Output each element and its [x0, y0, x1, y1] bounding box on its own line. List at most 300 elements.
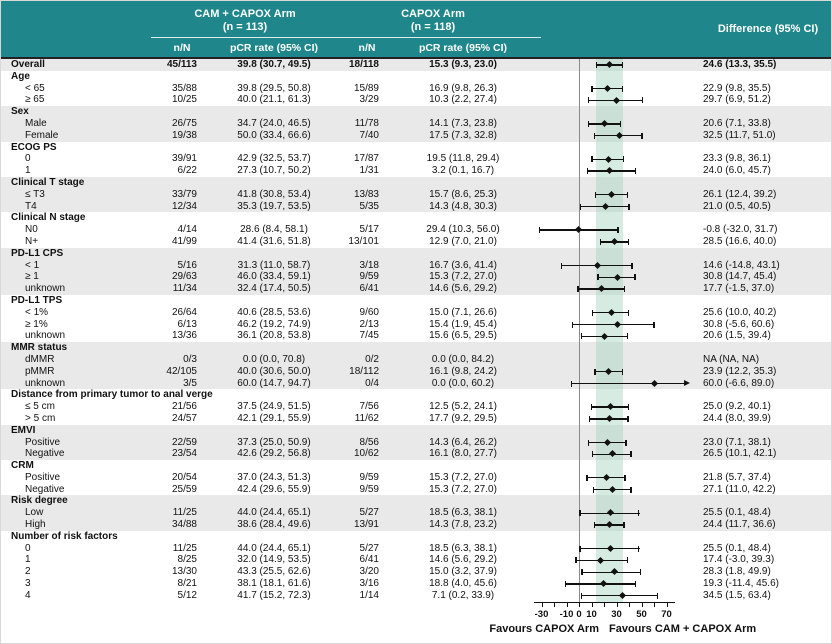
header-divider-line	[151, 37, 541, 38]
ci-marker	[529, 354, 689, 366]
arm2-nN: 5/27	[359, 542, 379, 554]
subgroup-label: < 1%	[25, 306, 49, 318]
arm2-nN: 17/87	[353, 153, 379, 165]
arm2-pcr-rate: 10.3 (2.2, 27.4)	[429, 94, 497, 106]
arm1-nN: 24/57	[171, 412, 197, 424]
subgroup-data-row	[1, 554, 832, 566]
empty-cell	[211, 212, 337, 224]
group-header-row	[1, 177, 832, 189]
arm2-nN: 6/41	[359, 554, 379, 566]
point-estimate-marker	[604, 85, 611, 92]
empty-cell	[153, 425, 211, 437]
arm1-pcr-rate: 40.0 (30.6, 50.0)	[237, 365, 311, 377]
point-estimate-marker	[601, 120, 608, 127]
arm1-pcr-rate: 42.4 (29.6, 55.9)	[237, 483, 311, 495]
forest-plot-cell	[529, 94, 689, 106]
arm1-pcr-rate: 44.0 (24.4, 65.1)	[237, 542, 311, 554]
subgroup-data-row	[1, 130, 832, 142]
empty-cell	[153, 389, 211, 401]
point-estimate-marker	[601, 332, 608, 339]
axis-tick-label: -30	[534, 608, 549, 620]
arm2-pcr-rate: 16.9 (9.8, 26.3)	[429, 82, 497, 94]
subgroup-label: ≥ 1%	[25, 318, 48, 330]
subgroup-label: Positive	[25, 436, 61, 448]
arm1-nN: 4/14	[177, 224, 197, 236]
arm1-nN: 11/25	[172, 507, 197, 519]
subgroup-label: ≥ 1	[25, 271, 39, 283]
empty-cell	[211, 389, 337, 401]
group-label: PD-L1 TPS	[11, 294, 63, 306]
subgroup-label: 4	[25, 589, 31, 601]
arm1-pcr-rate: 46.0 (33.4, 59.1)	[237, 271, 311, 283]
arm2-pcr-rate: 15.7 (8.6, 25.3)	[429, 188, 497, 200]
subgroup-data-row	[1, 519, 832, 531]
arm2-nN: 1/14	[359, 589, 379, 601]
subgroup-label: 0	[25, 153, 31, 165]
axis-tick	[567, 603, 568, 608]
axis-tick	[604, 603, 605, 608]
difference-value: 23.9 (12.2, 35.3)	[703, 365, 777, 377]
point-estimate-marker	[604, 439, 611, 446]
arm2-nN: 9/59	[359, 471, 379, 483]
arm1-pcr-rate: 43.3 (25.5, 62.6)	[237, 566, 311, 578]
forest-plot-cell	[529, 401, 689, 413]
group-header-row	[1, 531, 832, 543]
ci-marker	[529, 94, 689, 106]
group-label: Age	[11, 70, 30, 82]
subgroup-data-row	[1, 260, 832, 272]
arm2-pcr-rate: 14.6 (5.6, 29.2)	[429, 283, 497, 295]
arm2-nN: 3/16	[359, 578, 379, 590]
arm2-nN: 7/40	[359, 129, 379, 141]
empty-cell	[337, 389, 397, 401]
point-estimate-marker	[607, 509, 614, 516]
arm2-nN: 2/13	[359, 318, 379, 330]
forest-plot-cell	[529, 271, 689, 283]
difference-value: 23.0 (7.1, 38.1)	[703, 436, 771, 448]
forest-plot-cell	[529, 448, 689, 460]
arm1-pcr-rate: 38.6 (28.4, 49.6)	[237, 519, 311, 531]
subgroup-data-row	[1, 189, 832, 201]
arm2-nN: 5/17	[359, 224, 379, 236]
difference-value: 25.6 (10.0, 40.2)	[703, 306, 777, 318]
subgroup-label: Negative	[25, 483, 65, 495]
arm1-pcr-rate: 31.3 (11.0, 58.7)	[237, 259, 311, 271]
empty-cell	[153, 106, 211, 118]
subgroup-label: 1	[25, 165, 31, 177]
difference-value: 34.5 (1.5, 63.4)	[703, 589, 771, 601]
arm2-pcr-rate: 17.7 (9.2, 29.5)	[429, 412, 497, 424]
arm2-pcr-rate: 15.0 (3.2, 37.9)	[429, 566, 497, 578]
point-estimate-marker	[598, 285, 605, 292]
arm1-nN: 21/56	[171, 401, 197, 413]
subgroup-data-row	[1, 354, 832, 366]
empty-cell	[211, 71, 337, 83]
subgroup-data-row	[1, 118, 832, 130]
difference-value: 60.0 (-6.6, 89.0)	[703, 377, 775, 389]
difference-value: 30.8 (-5.6, 60.6)	[703, 318, 775, 330]
arm1-nN: 42/105	[166, 365, 197, 377]
arm2-pcr-rate: 3.2 (0.1, 16.7)	[431, 165, 495, 177]
arm2-nN: 15/89	[353, 82, 379, 94]
arm2-pcr-rate: 17.5 (7.3, 32.8)	[429, 129, 497, 141]
axis-tick	[579, 603, 580, 608]
ci-marker	[529, 189, 689, 201]
arm1-nN: 22/59	[171, 436, 197, 448]
arm1-nN: 5/16	[177, 259, 197, 271]
ci-marker	[529, 484, 689, 496]
subgroup-label: ≥ 65	[25, 94, 45, 106]
point-estimate-marker	[605, 167, 612, 174]
arm1-pcr-rate: 42.9 (32.5, 53.7)	[237, 153, 311, 165]
empty-cell	[397, 177, 529, 189]
arm1-nN: 19/38	[171, 129, 197, 141]
arm2-pcr-rate: 18.5 (6.3, 38.1)	[429, 507, 497, 519]
arm1-nN: 33/79	[171, 188, 197, 200]
point-estimate-marker	[614, 321, 621, 328]
point-estimate-marker	[600, 580, 607, 587]
empty-cell	[689, 295, 832, 307]
arm1-pcr-rate: 41.4 (31.6, 51.8)	[237, 235, 311, 247]
axis-tick-label: 70	[661, 608, 672, 620]
point-estimate-marker	[602, 203, 609, 210]
empty-cell	[211, 106, 337, 118]
ci-marker	[529, 578, 689, 590]
difference-value: NA (NA, NA)	[703, 353, 760, 365]
empty-cell	[689, 177, 832, 189]
subgroup-label: Male	[25, 117, 47, 129]
point-estimate-marker	[605, 368, 612, 375]
group-header-row	[1, 495, 832, 507]
arm2-pcr-rate: 16.1 (8.0, 27.7)	[429, 448, 497, 460]
arm1-nN: 6/13	[177, 318, 197, 330]
empty-cell	[397, 295, 529, 307]
subgroup-label: T4	[25, 200, 37, 212]
subgroup-data-row	[1, 307, 832, 319]
empty-cell	[397, 106, 529, 118]
group-header-row	[1, 212, 832, 224]
subgroup-label: pMMR	[25, 365, 55, 377]
empty-cell	[153, 212, 211, 224]
favours-right-label: Favours CAM + CAPOX Arm	[609, 623, 757, 635]
forest-plot-cell	[529, 472, 689, 484]
forest-plot-cell	[529, 366, 689, 378]
col-header-pcr-arm2: pCR rate (95% CI)	[418, 42, 508, 54]
forest-plot-cell	[529, 519, 689, 531]
forest-plot-cell	[529, 437, 689, 449]
difference-value: 21.8 (5.7, 37.4)	[703, 471, 771, 483]
subgroup-label: > 5 cm	[25, 412, 56, 424]
arm1-nN: 11/25	[172, 542, 197, 554]
group-header-row	[1, 460, 832, 472]
subgroup-data-row	[1, 224, 832, 236]
empty-cell	[397, 425, 529, 437]
difference-value: 25.5 (0.1, 48.4)	[703, 507, 771, 519]
empty-cell	[337, 425, 397, 437]
arm2-pcr-rate: 14.3 (7.8, 23.2)	[429, 519, 497, 531]
subgroup-data-row	[1, 578, 832, 590]
arm1-pcr-rate: 0.0 (0.0, 70.8)	[242, 353, 306, 365]
arm1-pcr-rate: 42.6 (29.2, 56.8)	[237, 448, 311, 460]
forest-plot-cell	[529, 319, 689, 331]
subgroup-label: 1	[25, 554, 31, 566]
ci-marker	[529, 130, 689, 142]
axis-tick-label: 50	[636, 608, 647, 620]
empty-cell	[397, 142, 529, 154]
forest-plot-cell	[529, 378, 689, 390]
subgroup-data-row	[1, 566, 832, 578]
difference-value: -0.8 (-32.0, 31.7)	[703, 224, 778, 236]
difference-value: 23.3 (9.8, 36.1)	[703, 153, 771, 165]
difference-value: 28.3 (1.8, 49.9)	[703, 566, 771, 578]
group-label: Risk degree	[11, 495, 68, 507]
ci-marker	[529, 83, 689, 95]
arm1-title: CAM + CAPOX Arm	[194, 8, 296, 20]
arm2-nN: 3/18	[359, 259, 379, 271]
subgroup-data-row	[1, 543, 832, 555]
arm1-nN: 13/30	[171, 566, 197, 578]
empty-cell	[211, 495, 337, 507]
arm2-header	[337, 8, 529, 34]
point-estimate-marker	[606, 61, 613, 68]
subgroup-data-row	[1, 413, 832, 425]
point-estimate-marker	[607, 545, 614, 552]
empty-cell	[153, 495, 211, 507]
arm1-pcr-rate: 40.0 (21.1, 61.3)	[237, 94, 311, 106]
subgroup-label: ≤ T3	[25, 188, 45, 200]
difference-value: 28.5 (16.6, 40.0)	[703, 235, 777, 247]
empty-cell	[689, 389, 832, 401]
arm2-nN: 8/56	[359, 436, 379, 448]
difference-value: 26.5 (10.1, 42.1)	[703, 448, 777, 460]
arm1-pcr-rate: 41.7 (15.2, 72.3)	[237, 589, 311, 601]
ci-marker	[529, 271, 689, 283]
arm1-pcr-rate: 38.1 (18.1, 61.6)	[237, 578, 311, 590]
axis-tick	[617, 603, 618, 608]
ci-marker	[529, 330, 689, 342]
forest-plot-cell	[529, 554, 689, 566]
point-estimate-marker	[603, 474, 610, 481]
arm2-pcr-rate: 15.3 (9.3, 23.0)	[429, 59, 497, 70]
arm1-pcr-rate: 41.8 (30.8, 53.4)	[237, 188, 311, 200]
point-estimate-marker	[607, 309, 614, 316]
empty-cell	[153, 460, 211, 472]
subgroup-data-row	[1, 484, 832, 496]
difference-value: 24.4 (8.0, 39.9)	[703, 412, 771, 424]
arm1-pcr-rate: 27.3 (10.7, 50.2)	[237, 165, 311, 177]
subgroup-data-row	[1, 59, 832, 71]
empty-cell	[337, 531, 397, 543]
point-estimate-marker	[609, 486, 616, 493]
empty-cell	[689, 248, 832, 260]
arm1-pcr-rate: 50.0 (33.4, 66.6)	[237, 129, 311, 141]
ci-marker	[529, 366, 689, 378]
arm2-nN: 11/62	[354, 412, 379, 424]
arm2-nN: 3/29	[359, 94, 379, 106]
arm2-pcr-rate: 12.9 (7.0, 21.0)	[429, 235, 497, 247]
arm1-pcr-rate: 34.7 (24.0, 46.5)	[237, 117, 311, 129]
difference-value: 17.7 (-1.5, 37.0)	[703, 283, 775, 295]
difference-value: 25.5 (0.1, 48.4)	[703, 542, 771, 554]
arm1-nN: 13/36	[171, 330, 197, 342]
arm2-pcr-rate: 0.0 (0.0, 84.2)	[431, 353, 495, 365]
difference-value: 19.3 (-11.4, 45.6)	[703, 578, 779, 590]
group-label: CRM	[11, 460, 34, 472]
group-header-row	[1, 142, 832, 154]
axis-tick	[667, 603, 668, 608]
subgroup-label: 3	[25, 578, 31, 590]
subgroup-data-row	[1, 201, 832, 213]
subgroup-data-row	[1, 590, 832, 602]
group-label: Clinical N stage	[11, 212, 86, 224]
axis-tick	[654, 603, 655, 608]
empty-cell	[337, 106, 397, 118]
arm2-pcr-rate: 18.5 (6.3, 38.1)	[429, 542, 497, 554]
arm1-nN: 12/34	[171, 200, 197, 212]
ci-marker	[529, 153, 689, 165]
arm1-pcr-rate: 28.6 (8.4, 58.1)	[240, 224, 308, 236]
arm1-pcr-rate: 39.8 (29.5, 50.8)	[237, 82, 311, 94]
empty-cell	[337, 248, 397, 260]
subgroup-table-body	[1, 59, 832, 602]
empty-cell	[153, 295, 211, 307]
arm2-nN: 0/4	[365, 377, 379, 389]
axis-tick	[542, 603, 543, 608]
difference-value: 24.4 (11.7, 36.6)	[703, 519, 776, 531]
forest-plot-cell	[529, 189, 689, 201]
arm2-pcr-rate: 15.3 (7.2, 27.0)	[429, 483, 497, 495]
empty-cell	[689, 142, 832, 154]
difference-value: 21.0 (0.5, 40.5)	[703, 200, 771, 212]
subgroup-label: N+	[25, 235, 39, 247]
forest-plot-cell	[529, 118, 689, 130]
empty-cell	[689, 425, 832, 437]
group-label: Sex	[11, 106, 29, 118]
arm1-nN: 23/54	[171, 448, 197, 460]
empty-cell	[211, 425, 337, 437]
favours-left-label: Favours CAPOX Arm	[489, 623, 599, 635]
arm2-pcr-rate: 12.5 (5.2, 24.1)	[429, 401, 497, 413]
ci-marker	[529, 224, 689, 236]
arm1-nN: 8/21	[177, 578, 197, 590]
empty-cell	[211, 342, 337, 354]
forest-plot-cell	[529, 543, 689, 555]
ci-marker	[529, 307, 689, 319]
ci-marker	[529, 519, 689, 531]
forest-plot-cell	[529, 283, 689, 295]
group-header-row	[1, 389, 832, 401]
table-header	[1, 1, 832, 59]
arm2-nN: 13/91	[353, 519, 379, 531]
arm2-nN: 1/31	[359, 165, 379, 177]
arm2-pcr-rate: 7.1 (0.2, 33.9)	[431, 589, 495, 601]
empty-cell	[337, 342, 397, 354]
axis-tick	[629, 603, 630, 608]
ci-marker	[529, 260, 689, 272]
arm1-pcr-rate: 46.2 (19.2, 74.9)	[237, 318, 311, 330]
difference-value: 20.6 (7.1, 33.8)	[703, 117, 771, 129]
arm1-nN: 0/3	[183, 353, 197, 365]
group-header-row	[1, 71, 832, 83]
subgroup-data-row	[1, 437, 832, 449]
arm2-pcr-rate: 15.0 (7.1, 26.6)	[429, 306, 497, 318]
arm1-header	[153, 8, 337, 34]
group-header-row	[1, 342, 832, 354]
ci-marker	[529, 507, 689, 519]
empty-cell	[153, 71, 211, 83]
arm2-nN: 6/41	[359, 283, 379, 295]
arm1-nN: 11/34	[172, 283, 197, 295]
forest-plot-cell	[529, 153, 689, 165]
arm2-nN: 13/83	[353, 188, 379, 200]
arm2-pcr-rate: 14.3 (6.4, 26.2)	[429, 436, 497, 448]
arm1-n: (n = 113)	[222, 21, 268, 33]
col-header-nN-arm1: n/N	[173, 42, 191, 54]
empty-cell	[211, 248, 337, 260]
group-label: Clinical T stage	[11, 176, 85, 188]
subgroup-label: 0	[25, 542, 31, 554]
ci-marker	[529, 59, 689, 71]
empty-cell	[397, 495, 529, 507]
subgroup-label: Negative	[25, 448, 65, 460]
arm2-nN: 10/62	[353, 448, 379, 460]
arm1-pcr-rate: 40.6 (28.5, 53.6)	[237, 306, 311, 318]
axis-tick	[554, 603, 555, 608]
arm2-pcr-rate: 29.4 (10.3, 56.0)	[426, 224, 500, 236]
arm2-pcr-rate: 14.3 (4.8, 30.3)	[429, 200, 497, 212]
arm1-pcr-rate: 37.0 (24.3, 51.3)	[237, 471, 311, 483]
empty-cell	[397, 531, 529, 543]
empty-cell	[689, 460, 832, 472]
difference-value: 20.6 (1.5, 39.4)	[703, 330, 771, 342]
arm2-pcr-rate: 0.0 (0.0, 60.2)	[431, 377, 495, 389]
empty-cell	[397, 71, 529, 83]
group-label: PD-L1 CPS	[11, 247, 64, 259]
subgroup-label: unknown	[25, 377, 66, 389]
point-estimate-marker	[611, 238, 618, 245]
axis-tick-label: 0	[576, 608, 582, 620]
arm2-pcr-rate: 19.5 (11.8, 29.4)	[426, 153, 500, 165]
arm2-nN: 5/35	[359, 200, 379, 212]
subgroup-data-row	[1, 271, 832, 283]
forest-plot-cell	[529, 566, 689, 578]
ci-marker	[529, 118, 689, 130]
subgroup-data-row	[1, 401, 832, 413]
ci-marker	[529, 448, 689, 460]
group-header-row	[1, 106, 832, 118]
subgroup-label: < 65	[25, 82, 45, 94]
arm1-nN: 3/5	[183, 377, 197, 389]
forest-plot-cell	[529, 507, 689, 519]
point-estimate-marker	[606, 415, 613, 422]
arm1-nN: 8/25	[177, 554, 197, 566]
arm2-nN: 3/20	[359, 566, 379, 578]
arm2-nN: 7/56	[359, 401, 379, 413]
arm1-pcr-rate: 44.0 (24.4, 65.1)	[237, 507, 311, 519]
axis-tick	[642, 603, 643, 608]
arm1-nN: 25/59	[171, 483, 197, 495]
arm1-nN: 35/88	[171, 82, 197, 94]
empty-cell	[211, 177, 337, 189]
forest-plot-cell	[529, 130, 689, 142]
arm1-nN: 41/99	[171, 235, 197, 247]
point-estimate-marker	[605, 156, 612, 163]
empty-cell	[153, 142, 211, 154]
group-header-row	[1, 425, 832, 437]
arm1-pcr-rate: 32.0 (14.9, 53.5)	[237, 554, 311, 566]
empty-cell	[337, 177, 397, 189]
point-estimate-marker	[594, 262, 601, 269]
